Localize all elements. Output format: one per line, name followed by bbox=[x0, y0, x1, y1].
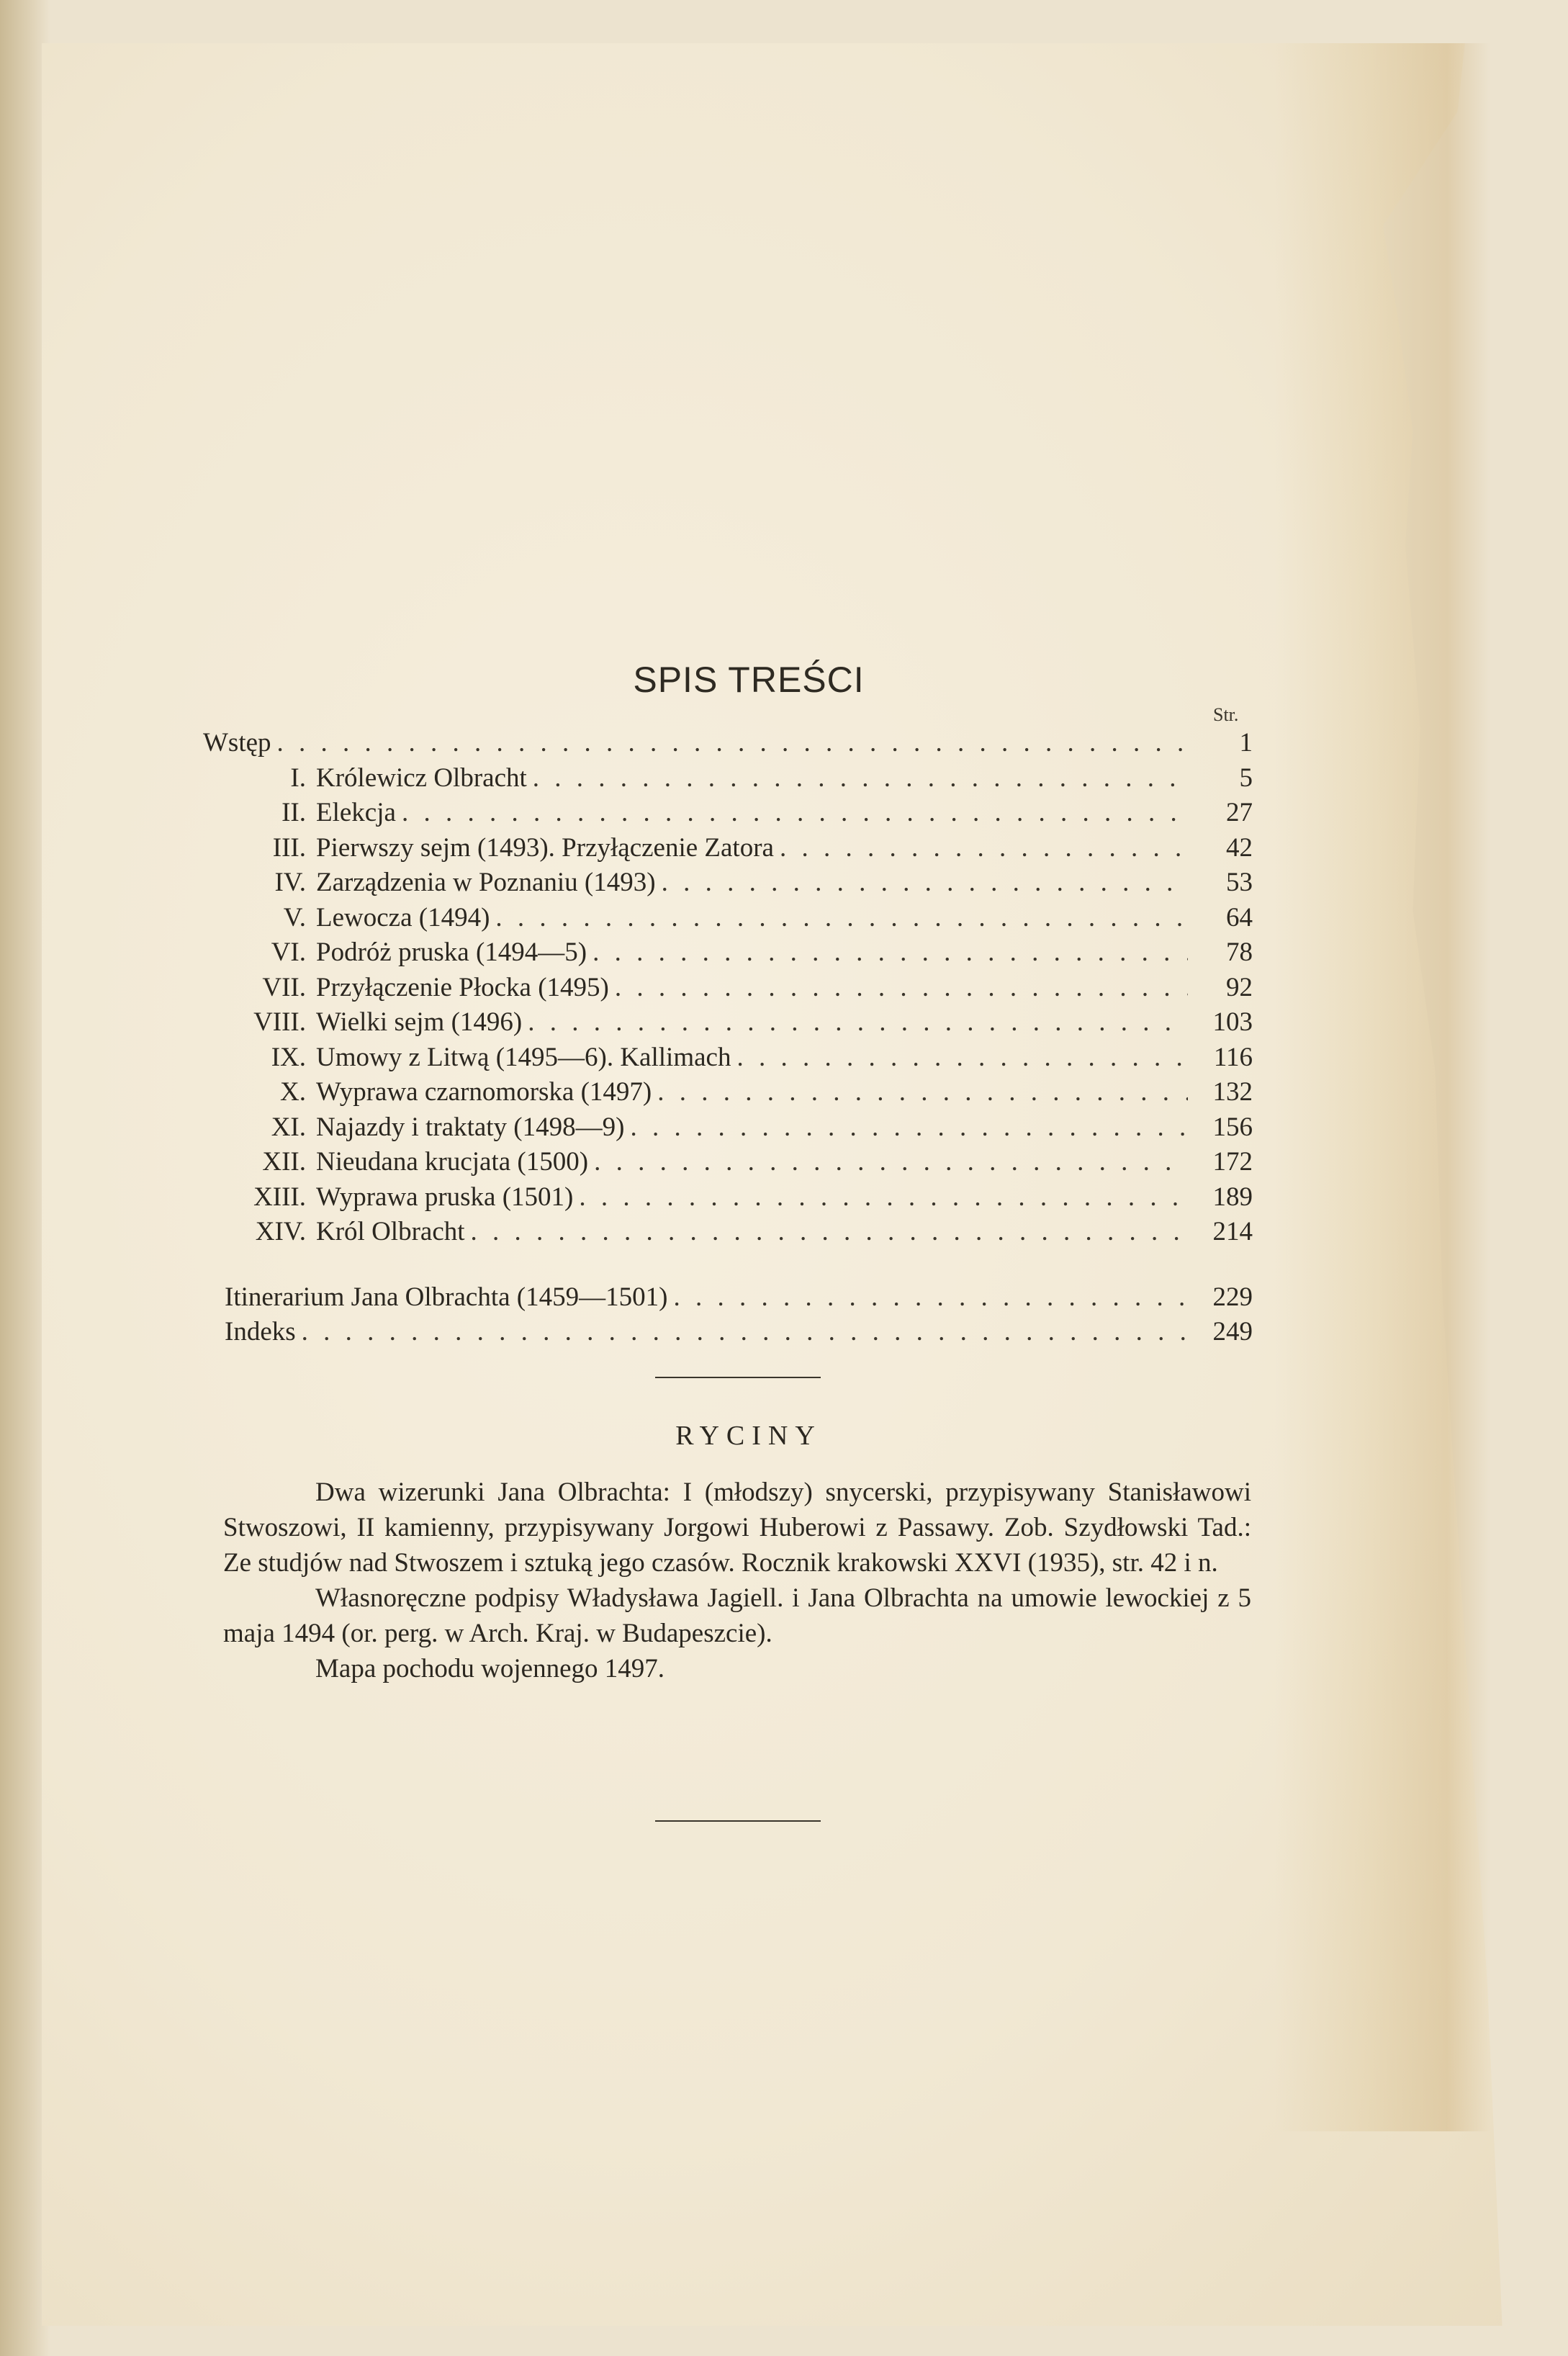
chapter-title: Wyprawa pruska (1501) bbox=[316, 1182, 574, 1212]
chapter-page: 214 bbox=[1212, 1217, 1253, 1246]
chapter-number: XIV. bbox=[255, 1217, 306, 1246]
page-column-label: Str. bbox=[1213, 704, 1239, 725]
appendix-title: Indeks bbox=[225, 1317, 296, 1346]
toc-row bbox=[216, 1182, 1253, 1217]
separator-rule bbox=[655, 1377, 821, 1378]
toc-entry-page: 1 bbox=[1239, 728, 1253, 757]
toc-row-itinerarium bbox=[225, 1282, 1253, 1317]
chapter-title: Elekcja bbox=[316, 798, 396, 827]
toc-row bbox=[216, 937, 1253, 972]
chapter-number: VI. bbox=[271, 938, 306, 967]
chapter-page: 172 bbox=[1212, 1147, 1253, 1177]
chapter-page: 92 bbox=[1226, 972, 1253, 1002]
appendix-title: Itinerarium Jana Olbrachta (1459—1501) bbox=[225, 1282, 668, 1312]
chapter-number: I. bbox=[290, 763, 306, 793]
illustrations-list bbox=[223, 1475, 1251, 1686]
chapter-page: 42 bbox=[1226, 832, 1253, 863]
toc-row-indeks bbox=[225, 1316, 1253, 1352]
chapter-title: Pierwszy sejm (1493). Przyłączenie Zatora bbox=[316, 832, 774, 863]
chapter-page: 156 bbox=[1212, 1112, 1253, 1142]
chapter-page: 5 bbox=[1239, 763, 1253, 793]
chapter-number: IX. bbox=[271, 1042, 306, 1072]
chapter-number: XIII. bbox=[253, 1182, 306, 1212]
chapter-list bbox=[216, 763, 1253, 1251]
illustration-paragraph: Dwa wizerunki Jana Olbrachta: I (młodszy) snycerski, przypisywany Stanisławowi Stwoszowi, II kamienny, przypisywany Jorgowi Huberowi z Passawy. Zob. Szydłowski Tad.: Ze studjów nad Stwoszem i sztuką jego czasów. Rocznik krakowski XXVI (1935), str. 42 i n. bbox=[223, 1478, 1251, 1578]
illustrations-title: RYCINY bbox=[675, 1421, 822, 1451]
toc-row bbox=[216, 832, 1253, 868]
chapter-number: VII. bbox=[262, 972, 306, 1002]
chapter-title: Lewocza (1494) bbox=[316, 902, 490, 932]
toc-row bbox=[216, 867, 1253, 902]
chapter-title: Zarządzenia w Poznaniu (1493) bbox=[316, 868, 656, 897]
appendix-page: 249 bbox=[1212, 1317, 1253, 1346]
toc-row bbox=[216, 1042, 1253, 1077]
illustration-paragraph: Własnoręczne podpisy Władysława Jagiell. i Jana Olbrachta na umowie lewockiej z 5 maja 1494 (or. perg. w Arch. Kraj. w Budapeszcie). bbox=[223, 1583, 1251, 1648]
chapter-number: V. bbox=[283, 902, 306, 932]
chapter-title: Wyprawa czarnomorska (1497) bbox=[316, 1077, 652, 1107]
appendix-page: 229 bbox=[1212, 1282, 1253, 1312]
chapter-number: III. bbox=[272, 832, 306, 863]
chapter-title: Królewicz Olbracht bbox=[316, 763, 527, 793]
toc-row bbox=[216, 1146, 1253, 1182]
toc-entry-label: Wstęp bbox=[203, 728, 271, 757]
separator-rule-bottom bbox=[655, 1820, 821, 1822]
chapter-page: 78 bbox=[1226, 938, 1253, 967]
chapter-page: 189 bbox=[1212, 1182, 1253, 1212]
chapter-page: 116 bbox=[1213, 1042, 1253, 1072]
chapter-number: VIII. bbox=[253, 1007, 306, 1037]
toc-row bbox=[216, 1076, 1253, 1112]
chapter-page: 64 bbox=[1226, 902, 1253, 932]
toc-row bbox=[216, 797, 1253, 832]
toc-row bbox=[216, 1007, 1253, 1042]
chapter-page: 27 bbox=[1226, 798, 1253, 827]
chapter-title: Nieudana krucjata (1500) bbox=[316, 1147, 589, 1177]
toc-row-intro bbox=[203, 727, 1253, 763]
chapter-title: Król Olbracht bbox=[316, 1217, 465, 1246]
toc-row bbox=[216, 902, 1253, 938]
chapter-page: 53 bbox=[1226, 868, 1253, 897]
chapter-title: Wielki sejm (1496) bbox=[316, 1007, 523, 1037]
chapter-title: Podróż pruska (1494—5) bbox=[316, 938, 587, 967]
toc-row bbox=[216, 763, 1253, 798]
chapter-number: XI. bbox=[271, 1112, 306, 1142]
chapter-number: IV. bbox=[274, 868, 306, 897]
toc-row bbox=[216, 972, 1253, 1007]
chapter-title: Umowy z Litwą (1495—6). Kallimach bbox=[316, 1042, 731, 1072]
illustration-paragraph: Mapa pochodu wojennego 1497. bbox=[315, 1654, 665, 1683]
chapter-page: 103 bbox=[1212, 1007, 1253, 1037]
chapter-number: II. bbox=[281, 798, 306, 827]
table-of-contents bbox=[203, 727, 1253, 1352]
chapter-title: Najazdy i traktaty (1498—9) bbox=[316, 1112, 625, 1142]
chapter-number: X. bbox=[280, 1077, 306, 1107]
chapter-title: Przyłączenie Płocka (1495) bbox=[316, 972, 609, 1002]
chapter-page: 132 bbox=[1212, 1077, 1253, 1107]
toc-row bbox=[216, 1112, 1253, 1147]
toc-title: SPIS TREŚCI bbox=[633, 660, 865, 700]
chapter-number: XII. bbox=[262, 1147, 306, 1177]
toc-row bbox=[216, 1216, 1253, 1251]
